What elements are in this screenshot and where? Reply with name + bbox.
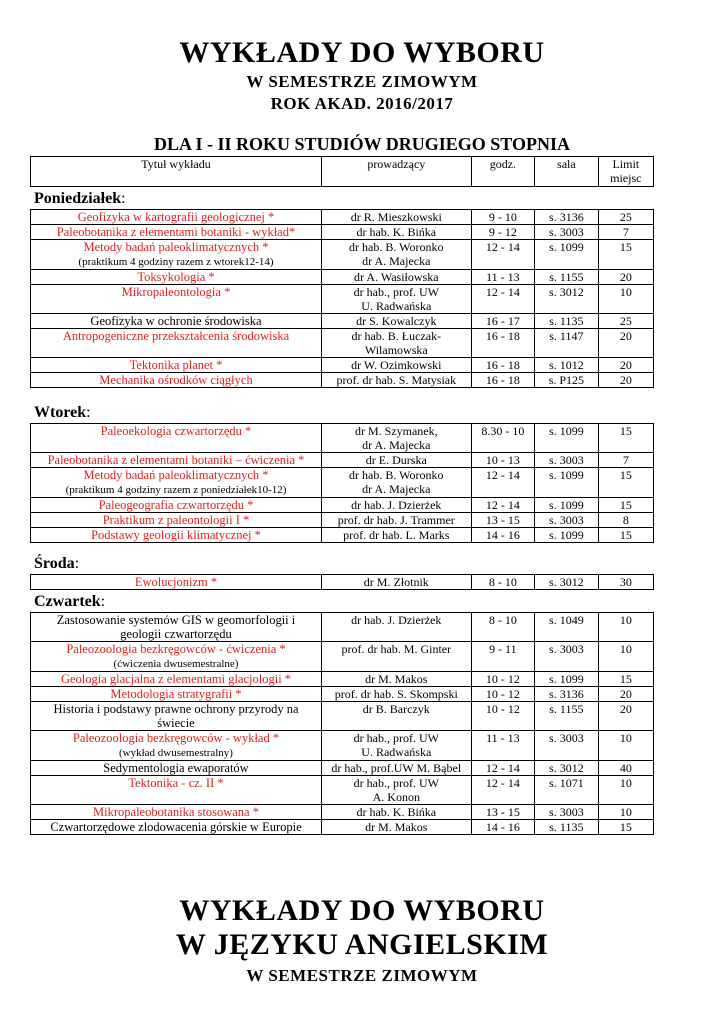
lecture-title-cell: [31, 240, 322, 270]
limit-cell: 7: [598, 453, 653, 468]
lecture-title-cell: [31, 613, 322, 642]
hours-cell: 16 - 17: [471, 314, 535, 329]
lecture-title-cell: [31, 225, 322, 240]
lecture-title-cell: [31, 731, 322, 761]
limit-cell: 20: [598, 270, 653, 285]
audience-heading: DLA I - II ROKU STUDIÓW DRUGIEGO STOPNIA: [154, 134, 570, 154]
limit-cell: 20: [598, 373, 653, 388]
lecture-title: Paleobotanika z elementami botaniki - wykład*: [56, 225, 296, 239]
limit-cell: 15: [598, 424, 653, 453]
day-tuesday: Wtorek:: [34, 404, 91, 421]
lecture-title: Geologia glacjalna z elementami glacjologii *: [60, 672, 292, 686]
lecturer: dr M. Makos: [365, 820, 428, 834]
room-cell: s. P125: [535, 373, 599, 388]
lecturer-line2: dr A. Majecka: [362, 482, 431, 496]
lecture-title-cell: [31, 672, 322, 687]
lecture-title-cell: [31, 528, 322, 543]
hours-cell: 12 - 14: [471, 285, 535, 314]
monday-table: [30, 209, 654, 388]
room-cell: s. 1099: [535, 528, 599, 543]
limit-cell: 10: [598, 805, 653, 820]
lecturer-cell: [322, 285, 472, 314]
day-thursday: Czwartek:: [34, 593, 106, 610]
hours-cell: 12 - 14: [471, 498, 535, 513]
table-row: [31, 642, 654, 672]
table-row: [31, 314, 654, 329]
hours-cell: 16 - 18: [471, 358, 535, 373]
lecturer: dr hab., prof. UW: [353, 731, 439, 745]
room-cell: s. 1071: [535, 776, 599, 805]
table-row: [31, 776, 654, 805]
lecturer: dr B. Barczyk: [362, 702, 430, 716]
lecture-title: Tektonika planet *: [129, 358, 223, 372]
lecture-title: Mikropaleobotanika stosowana *: [93, 805, 259, 819]
lecture-title: Tektonika - cz. II *: [128, 776, 224, 790]
room-cell: s. 3012: [535, 285, 599, 314]
lecture-title-line2: świecie: [157, 716, 195, 730]
lecture-title-cell: [31, 373, 322, 388]
table-row: [31, 240, 654, 270]
col-limit: [598, 157, 653, 187]
hours-cell: 10 - 12: [471, 702, 535, 731]
limit-cell: 10: [598, 613, 653, 642]
table-row: [31, 373, 654, 388]
column-header-table: [30, 156, 654, 187]
lecturer-line2: dr A. Majecka: [362, 438, 431, 452]
table-row: [31, 528, 654, 543]
footer-title-english: W JĘZYKU ANGIELSKIM: [175, 928, 549, 961]
thursday-table: [30, 612, 654, 835]
hours-cell: 8 - 10: [471, 613, 535, 642]
wednesday-table: [30, 574, 654, 590]
limit-cell: 10: [598, 731, 653, 761]
lecture-title: Mechanika ośrodków ciągłych: [99, 373, 253, 387]
table-row: [31, 613, 654, 642]
hours-cell: 12 - 14: [471, 240, 535, 270]
col-title: Tytuł wykładu: [31, 157, 322, 187]
col-room: sala: [535, 157, 599, 187]
hours-cell: 9 - 11: [471, 642, 535, 672]
limit-cell: 20: [598, 358, 653, 373]
lecturer-cell: [322, 642, 472, 672]
table-row: [31, 575, 654, 590]
lecturer-line2: dr A. Majecka: [362, 254, 431, 268]
lecture-title-cell: [31, 210, 322, 225]
lecture-note: (praktikum 4 godziny razem z poniedziałek10-12): [65, 484, 287, 496]
table-row: [31, 468, 654, 498]
lecture-title-cell: [31, 687, 322, 702]
table-row: [31, 424, 654, 453]
limit-cell: 15: [598, 240, 653, 270]
lecture-title: Paleozoologia bezkręgowców - ćwiczenia *: [66, 642, 286, 656]
table-row: [31, 805, 654, 820]
table-row: [31, 225, 654, 240]
lecturer-cell: [322, 820, 472, 835]
lecturer-cell: [322, 575, 472, 590]
footer-title: WYKŁADY DO WYBORU: [179, 894, 545, 927]
room-cell: s. 1099: [535, 240, 599, 270]
limit-cell: 15: [598, 468, 653, 498]
room-cell: s. 3012: [535, 575, 599, 590]
limit-cell: 10: [598, 776, 653, 805]
lecturer-cell: [322, 240, 472, 270]
lecture-title: Paleozoologia bezkręgowców - wykład *: [72, 731, 280, 745]
col-limit-line2: miejsc: [610, 171, 642, 185]
lecturer-cell: [322, 329, 472, 358]
lecture-title: Sedymentologia ewaporatów: [103, 761, 249, 775]
hours-cell: 16 - 18: [471, 373, 535, 388]
lecturer-cell: [322, 373, 472, 388]
lecturer: dr hab. K. Bińka: [356, 805, 437, 819]
lecture-title: Antropogeniczne przekształcenia środowiska: [62, 329, 290, 343]
hours-cell: 12 - 14: [471, 468, 535, 498]
lecturer-cell: [322, 358, 472, 373]
limit-cell: 40: [598, 761, 653, 776]
lecture-title: Metodologia stratygrafii *: [110, 687, 242, 701]
hours-cell: 14 - 16: [471, 528, 535, 543]
room-cell: s. 3136: [535, 687, 599, 702]
limit-cell: 20: [598, 329, 653, 358]
room-cell: s. 1049: [535, 613, 599, 642]
lecturer-line2: U. Radwańska: [361, 299, 432, 313]
lecturer: dr hab., prof.UW M. Bąbel: [331, 761, 462, 775]
room-cell: s. 3003: [535, 453, 599, 468]
limit-cell: 15: [598, 498, 653, 513]
lecturer: dr hab. J. Dzierżek: [351, 613, 442, 627]
hours-cell: 16 - 18: [471, 329, 535, 358]
room-cell: s. 1099: [535, 672, 599, 687]
lecture-title: Paleoekologia czwartorzędu *: [100, 424, 252, 438]
lecture-title-cell: [31, 270, 322, 285]
lecture-title-cell: [31, 329, 322, 358]
room-cell: s. 3003: [535, 731, 599, 761]
lecturer-cell: [322, 672, 472, 687]
lecture-title-cell: [31, 424, 322, 453]
limit-cell: 15: [598, 820, 653, 835]
hours-cell: 13 - 15: [471, 805, 535, 820]
lecture-title-cell: [31, 285, 322, 314]
table-row: [31, 731, 654, 761]
limit-cell: 20: [598, 687, 653, 702]
lecture-title-cell: [31, 776, 322, 805]
lecturer-cell: [322, 270, 472, 285]
hours-cell: 9 - 10: [471, 210, 535, 225]
lecture-title: Zastosowanie systemów GIS w geomorfologii i: [56, 613, 296, 627]
lecturer: dr hab. K. Bińka: [356, 225, 437, 239]
lecture-title-cell: [31, 575, 322, 590]
lecturer-cell: [322, 225, 472, 240]
lecture-title: Metody badań paleoklimatycznych *: [83, 240, 269, 254]
lecture-title-cell: [31, 761, 322, 776]
lecturer-cell: [322, 453, 472, 468]
lecturer-line2: U. Radwańska: [361, 745, 432, 759]
room-cell: s. 1012: [535, 358, 599, 373]
hours-cell: 8.30 - 10: [471, 424, 535, 453]
hours-cell: 8 - 10: [471, 575, 535, 590]
lecture-title: Praktikum z paleontologii I *: [102, 513, 250, 527]
hours-cell: 10 - 12: [471, 687, 535, 702]
lecturer-cell: [322, 761, 472, 776]
academic-year: ROK AKAD. 2016/2017: [270, 94, 454, 113]
room-cell: s. 1099: [535, 468, 599, 498]
lecturer: prof. dr hab. S. Matysiak: [336, 373, 457, 387]
hours-cell: 13 - 15: [471, 513, 535, 528]
lecture-title: Paleogeografia czwartorzędu *: [98, 498, 254, 512]
lecturer-cell: [322, 776, 472, 805]
lecture-title-cell: [31, 805, 322, 820]
lecturer-cell: [322, 513, 472, 528]
lecturer-cell: [322, 687, 472, 702]
lecture-title-cell: [31, 820, 322, 835]
lecture-title-cell: [31, 358, 322, 373]
room-cell: s. 1135: [535, 820, 599, 835]
lecturer-cell: [322, 805, 472, 820]
lecturer-line2: A. Konon: [372, 790, 420, 804]
hours-cell: 12 - 14: [471, 776, 535, 805]
lecture-title-cell: [31, 453, 322, 468]
table-row: [31, 453, 654, 468]
table-row: [31, 820, 654, 835]
tuesday-table: [30, 423, 654, 543]
limit-cell: 10: [598, 285, 653, 314]
lecturer: dr hab., prof. UW: [353, 776, 439, 790]
hours-cell: 11 - 13: [471, 731, 535, 761]
lecture-note: (ćwiczenia dwusemestralne): [113, 658, 239, 670]
hours-cell: 10 - 13: [471, 453, 535, 468]
limit-cell: 25: [598, 314, 653, 329]
limit-cell: 20: [598, 702, 653, 731]
lecturer: dr M. Makos: [365, 672, 428, 686]
lecturer-cell: [322, 314, 472, 329]
lecture-title: Geofizyka w ochronie środowiska: [90, 314, 262, 328]
lecture-title-cell: [31, 468, 322, 498]
lecturer: dr hab. J. Dzierżek: [351, 498, 442, 512]
hours-cell: 11 - 13: [471, 270, 535, 285]
table-row: [31, 498, 654, 513]
room-cell: s. 1135: [535, 314, 599, 329]
table-row: [31, 513, 654, 528]
limit-cell: 15: [598, 672, 653, 687]
hours-cell: 10 - 12: [471, 672, 535, 687]
lecture-note: (praktikum 4 godziny razem z wtorek12-14): [78, 256, 274, 268]
room-cell: s. 1147: [535, 329, 599, 358]
table-row: [31, 672, 654, 687]
room-cell: s. 1099: [535, 424, 599, 453]
limit-cell: 10: [598, 642, 653, 672]
table-row: [31, 358, 654, 373]
col-hours: godz.: [471, 157, 535, 187]
room-cell: s. 1099: [535, 498, 599, 513]
lecturer: dr hab. B. Łuczak-: [351, 329, 442, 343]
lecturer: prof. dr hab. M. Ginter: [341, 642, 452, 656]
lecture-title-cell: [31, 314, 322, 329]
lecture-title-cell: [31, 498, 322, 513]
semester-subtitle: W SEMESTRZE ZIMOWYM: [246, 72, 478, 91]
page-title: WYKŁADY DO WYBORU: [179, 36, 545, 69]
table-row: [31, 702, 654, 731]
lecturer-cell: [322, 731, 472, 761]
lecture-title-line2: geologii czwartorzędu: [120, 627, 232, 641]
table-row: [31, 761, 654, 776]
lecture-title: Podstawy geologii klimatycznej *: [91, 528, 261, 542]
lecturer: dr E. Durska: [365, 453, 427, 467]
lecturer: dr hab. B. Woronko: [349, 240, 444, 254]
lecturer: dr S. Kowalczyk: [356, 314, 437, 328]
lecturer: dr A. Wasiłowska: [354, 270, 439, 284]
lecturer: dr R. Mieszkowski: [350, 210, 442, 224]
hours-cell: 14 - 16: [471, 820, 535, 835]
lecture-title: Mikropaleontologia *: [121, 285, 231, 299]
table-row: [31, 329, 654, 358]
lecture-title-cell: [31, 513, 322, 528]
hours-cell: 9 - 12: [471, 225, 535, 240]
day-monday: Poniedziałek:: [34, 190, 126, 207]
day-wednesday: Środa:: [34, 555, 80, 572]
room-cell: s. 3012: [535, 761, 599, 776]
lecturer-cell: [322, 613, 472, 642]
lecturer: prof. dr hab. L. Marks: [343, 528, 450, 542]
table-row: [31, 270, 654, 285]
lecturer-cell: [322, 210, 472, 225]
lecturer: dr hab. B. Woronko: [349, 468, 444, 482]
limit-cell: 8: [598, 513, 653, 528]
table-row: [31, 285, 654, 314]
lecture-title-cell: [31, 702, 322, 731]
room-cell: s. 3003: [535, 805, 599, 820]
lecture-title: Geofizyka w kartografii geologicznej *: [77, 210, 275, 224]
limit-cell: 15: [598, 528, 653, 543]
lecture-title: Metody badań paleoklimatycznych *: [83, 468, 269, 482]
lecturer: dr M. Szymanek,: [354, 424, 438, 438]
room-cell: s. 1155: [535, 702, 599, 731]
room-cell: s. 3003: [535, 225, 599, 240]
lecturer: dr hab., prof. UW: [353, 285, 439, 299]
lecturer: prof. dr hab. J. Trammer: [337, 513, 455, 527]
col-limit-line1: Limit: [612, 157, 640, 171]
hours-cell: 12 - 14: [471, 761, 535, 776]
lecture-title: Ewolucjonizm *: [134, 575, 218, 589]
room-cell: s. 1155: [535, 270, 599, 285]
lecturer: dr M. Złotnik: [363, 575, 429, 589]
lecturer-cell: [322, 528, 472, 543]
lecture-title: Czwartorzędowe zlodowacenia górskie w Europie: [50, 820, 302, 834]
lecture-title: Toksykologia *: [137, 270, 215, 284]
lecture-title: Paleobotanika z elementami botaniki – ćwiczenia *: [47, 453, 305, 467]
room-cell: s. 3003: [535, 513, 599, 528]
limit-cell: 25: [598, 210, 653, 225]
room-cell: s. 3136: [535, 210, 599, 225]
lecture-title: Historia i podstawy prawne ochrony przyrody na: [53, 702, 299, 716]
lecturer-cell: [322, 498, 472, 513]
col-lecturer: prowadzący: [322, 157, 472, 187]
lecturer-line2: Wilamowska: [364, 343, 428, 357]
lecturer-cell: [322, 468, 472, 498]
lecturer-cell: [322, 702, 472, 731]
limit-cell: 30: [598, 575, 653, 590]
lecturer-cell: [322, 424, 472, 453]
footer-semester: W SEMESTRZE ZIMOWYM: [246, 966, 478, 985]
lecturer: dr W. Ozimkowski: [351, 358, 442, 372]
lecture-title-cell: [31, 642, 322, 672]
lecture-note: (wykład dwusemestralny): [119, 747, 233, 759]
limit-cell: 7: [598, 225, 653, 240]
table-row: [31, 687, 654, 702]
lecturer: prof. dr hab. S. Skompski: [334, 687, 458, 701]
room-cell: s. 3003: [535, 642, 599, 672]
table-row: [31, 210, 654, 225]
